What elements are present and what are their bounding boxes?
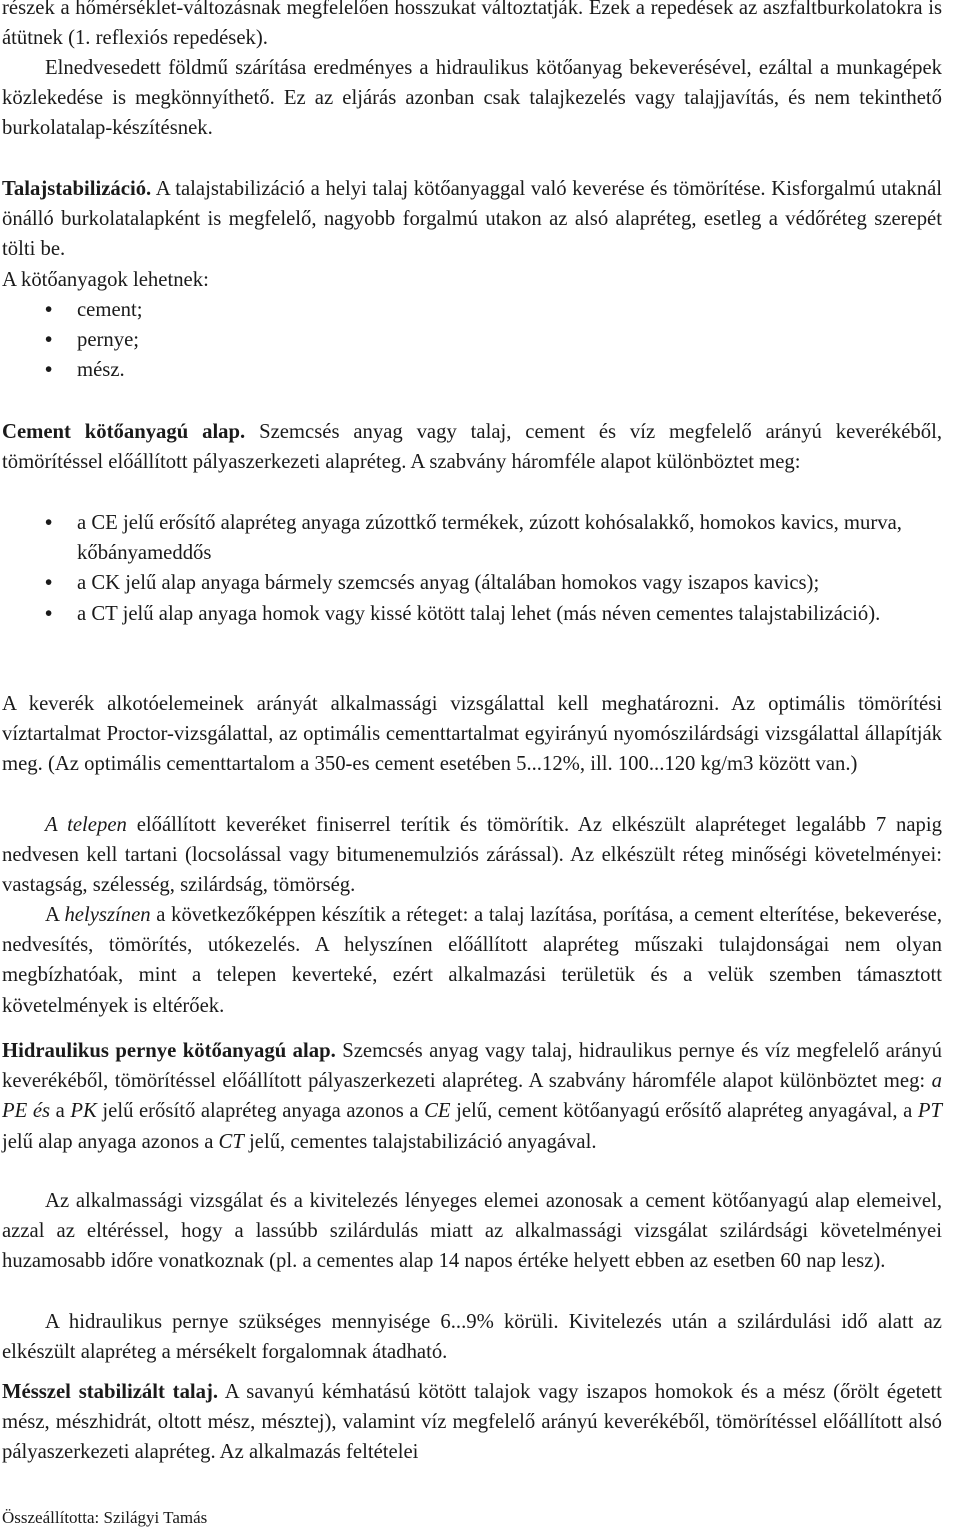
paragraph-drying: Elnedvesedett földmű szárítása eredményes a hidraulikus kötőanyag bekeverésével, ezáltal a munkagépek közlekedése is megkönnyíthető. Ez az eljárás azonban csak talajkezelés vagy talajjavítás, és nem tekinthető burkolatalap-készítésnek. — [2, 57, 942, 140]
paragraph-cracks: részek a hőmérséklet-változásnak megfelelően hosszukat változtatják. Ezek a repedések az aszfaltburkolatokra is átütnek (1. reflexiós repedések). — [2, 0, 942, 50]
bullet-icon: • — [45, 359, 53, 382]
paragraph-site-mix: A helyszínen a következőképpen készítik a réteget: a talaj lazítása, porítása, a cement elterítése, bekeverése, nedvesítés, tömörítés, utókezelés. A helyszínen előállított alapréteg műszaki tulajdonságai nem olyan megbízhatóak, mint a telepen keverteké, ezért alkalmazási területük és a velük szemben támasztott követelmények is eltérőek. — [2, 904, 942, 1017]
paragraph-fly-ash-testing: Az alkalmassági vizsgálat és a kivitelezés lényeges elemei azonosak a cement kötőanyagú alap elemeivel, azzal az eltéréssel, hogy a lassúbb szilárdulás miatt az alkalmassági vizsgálat szilárdsági követelményei huzamosabb időre vonatkoznak (pl. a cementes alap 14 napos értéke helyett ebben az esetben 60 nap lesz). — [2, 1190, 942, 1273]
paragraph-mix-ratio: A keverék alkotóelemeinek arányát alkalmassági vizsgálattal kell meghatározni. Az optimális tömörítési víztartalmat Proctor-vizsgálattal, az optimális cementtartalmat egyirányú nyomószilárdsági vizsgálattal állapítják meg. (Az optimális cementtartalom a 350-es cement esetében 5...12%, ill. 100...120 kg/m3 között van.) — [2, 693, 942, 776]
list-item: • a CT jelű alap anyaga homok vagy kissé kötött talaj lehet (más néven cementes talajstabilizáció). — [46, 599, 942, 629]
paragraph-fly-ash-base: Hidraulikus pernye kötőanyagú alap. Szemcsés anyag vagy talaj, hidraulikus pernye és víz megfelelő arányú keverékéből, tömörítéssel előállított pályaszerkezeti alapréteg. A szabvány háromféle alapot különböztet meg: a PE és a PK jelű erősítő alapréteg anyaga azonos a CE jelű, cement kötőanyagú erősítő alapréteg anyagával, a PT jelű alap anyaga azonos a CT jelű, cementes talajstabilizáció anyagával. — [2, 1040, 942, 1153]
list-item: • cement; — [46, 295, 926, 325]
bullet-icon: • — [45, 299, 53, 321]
paragraph-fly-ash-quantity: A hidraulikus pernye szükséges mennyisége 6...9% körüli. Kivitelezés után a szilárdulási idő alatt az elkészült alapréteg a mérsékelt forgalomnak átadható. — [2, 1311, 942, 1364]
bullet-icon: • — [45, 512, 53, 534]
bullet-icon: • — [45, 572, 53, 595]
paragraph-cement-base: Cement kötőanyagú alap. Szemcsés anyag vagy talaj, cement és víz megfelelő arányú keverékéből, tömörítéssel előállított pályaszerkezeti alapréteg. A szabvány háromféle alapot különböztet meg: — [2, 421, 942, 474]
list-item: • mész. — [46, 355, 926, 385]
paragraph-plant-mix: A telepen előállított keveréket finiserrel terítik és tömörítik. Az elkészült alapréteget legalább 7 napig nedvesen kell tartani (locsolással vagy bitumenemulziós zárással). Az elkészült réteg minőségi követelményei: vastagság, szélesség, szilárdság, tömörség. — [2, 814, 942, 897]
paragraph-soil-stabilization: Talajstabilizáció. A talajstabilizáció a helyi talaj kötőanyaggal való keverése és tömörítése. Kisforgalmú utaknál önálló burkolatalapként is megfelelő, nagyobb forgalmú utakon az alsó alapréteg, esetleg a védőréteg szerepét tölti be. — [2, 178, 942, 261]
bullet-icon: • — [45, 329, 53, 352]
heading-lime-stabilization: Mésszel stabilizált talaj. — [2, 1381, 219, 1403]
binder-list — [46, 295, 926, 386]
list-item: • a CE jelű erősítő alapréteg anyaga zúzottkő termékek, zúzott kohósalakkő, homokos kavics, murva, kőbányameddős — [46, 508, 942, 568]
cement-type-list — [46, 508, 942, 629]
heading-cement-base: Cement kötőanyagú alap. — [2, 421, 246, 443]
binders-intro: A kötőanyagok lehetnek: — [2, 269, 209, 291]
list-item: • a CK jelű alap anyaga bármely szemcsés anyag (általában homokos vagy iszapos kavics); — [46, 568, 942, 598]
paragraph-lime-stabilization: Mésszel stabilizált talaj. A savanyú kémhatású kötött talajok vagy iszapos homokok és a mész (őrölt égetett mész, mészhidrát, oltott mész, mésztej), valamint víz megfelelő arányú keverékéből, tömörítéssel előállított alsó pályaszerkezeti alapréteg. Az alkalmazás feltételei — [2, 1381, 942, 1464]
list-item: • pernye; — [46, 325, 926, 355]
footer-author: Összeállította: Szilágyi Tamás — [2, 1508, 208, 1527]
emphasis-site: helyszínen — [64, 904, 151, 926]
heading-fly-ash-base: Hidraulikus pernye kötőanyagú alap. — [2, 1040, 336, 1062]
emphasis-plant: A telepen — [45, 814, 127, 836]
bullet-icon: • — [45, 602, 53, 625]
heading-soil-stabilization: Talajstabilizáció. — [2, 178, 152, 200]
